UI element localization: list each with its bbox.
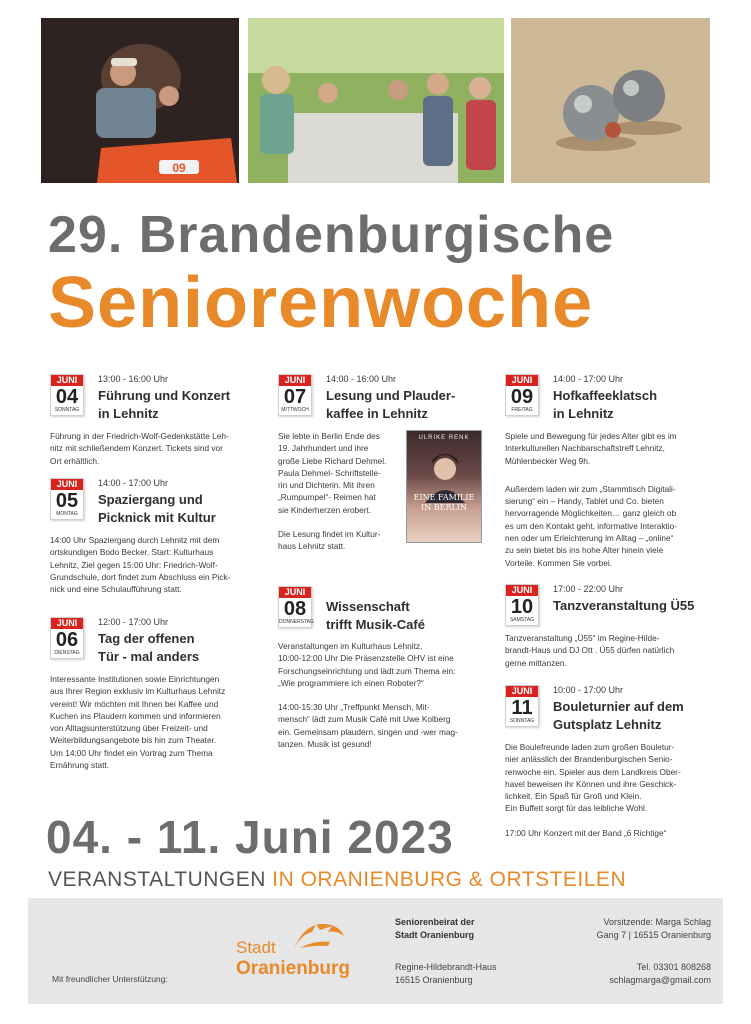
stadt-oranienburg-logo [236,924,356,988]
event-card-11 [505,685,715,850]
event-weekday: MONTAG [56,511,78,517]
calendar-icon: JUNI 08 DONNERSTAG [278,586,312,628]
event-day: 04 [55,386,79,408]
venue-address: Regine-Hildebrandt-Haus 16515 Oranienburg [395,962,497,985]
event-card-04 [50,374,265,474]
phone-email: Tel. 03301 808268 schlagmarga@gmail.com [609,962,711,985]
event-weekday: DIENSTAG [54,650,80,656]
calendar-icon: JUNI 06 DIENSTAG [50,617,84,659]
calendar-icon: JUNI 04 SONNTAG [50,374,84,416]
event-title: Lesung und Plauder- kaffee in Lehnitz [326,388,456,421]
castle-logo-icon [286,918,348,952]
event-weekday: SONNTAG [509,718,535,724]
event-day: 07 [283,386,307,408]
venue-location: IN ORANIENBURG & ORTSTEILEN [272,868,627,891]
event-weekday: SONNTAG [54,407,80,413]
photo-bumper-car-illustration [41,18,239,183]
support-label: Mit freundlicher Unterstützung: [52,974,168,984]
event-title: Tag der offenen Tür - mal anders [98,631,200,664]
calendar-icon: JUNI 07 MITTWOCH [278,374,312,416]
event-description: Interessante Institutionen sowie Einrichtungen aus Ihrer Region exklusiv im Kulturhaus Lehnitz vereint! Wir möchten mit Ihnen bei Kaffee und Kuchen ins Plaudern kommen und informieren von Alltagsunterstützung über Freizeit- und Weiterbildungsangebote bis hin zum Theater. Um 14:00 Uhr findet ein Vortrag zum Thema Ernährung statt. [50,674,226,771]
calendar-icon: JUNI 10 SAMSTAG [505,584,539,626]
venue-prefix: VERANSTALTUNGEN [48,868,266,891]
event-card-10 [505,584,715,674]
event-title: Hofkaffeeklatsch in Lehnitz [553,388,658,421]
event-card-06 [50,617,265,787]
event-day: 08 [283,598,307,620]
event-time: 14:00 - 17:00 Uhr [98,478,169,488]
event-weekday: FREITAG [511,407,533,413]
event-day: 10 [510,596,534,618]
event-description: Veranstaltungen im Kulturhaus Lehnitz, 10:00-12:00 Uhr Die Präsenzstelle OHV ist eine Forschungseinrichtung und lädt zum Thema ein: „Wie programmiere ich einen Roboter?“ 14:00-15:30 Uhr „Treffpunkt Mensch, Mit- mensch“ lädt zum Musik Café mit Uwe Kolberg ein. Gemeinsam plaudern, singen und -wer mag- tanzen. Musik ist gesund! [278,641,458,750]
svg-text:09: 09 [172,161,186,175]
event-weekday: DONNERSTAG [279,619,314,625]
event-card-09 [505,374,715,574]
calendar-icon: JUNI 11 SONNTAG [505,685,539,727]
book-title: EINE FAMILIE IN BERLIN [413,493,475,512]
footer-panel [28,898,723,1004]
event-time: 17:00 - 22:00 Uhr [553,584,624,594]
event-description: Führung in der Friedrich-Wolf-Gedenkstätte Leh- nitz mit schließendem Konzert. Tickets sind vor Ort erhältlich. [50,431,229,466]
organizer-info: Seniorenbeirat der Stadt Oranienburg [395,917,475,940]
poster-title-line2: Seniorenwoche [48,263,594,343]
book-author: ULRIKE RENK [418,435,470,441]
event-card-05 [50,478,265,608]
photo-garden-illustration [248,18,504,183]
event-title: Führung und Konzert in Lehnitz [98,388,231,421]
photo-garden-coffee-party [248,18,504,183]
photo-bumper-car-seniors [41,18,239,183]
event-day: 05 [55,490,79,512]
poster-title-line1: 29. Brandenburgische [48,206,615,264]
event-card-08 [278,586,488,766]
chair-contact: Vorsitzende: Marga Schlag Gang 7 | 16515 Oranienburg [596,917,711,940]
photo-boule-illustration [511,18,710,183]
date-range: 04. - 11. Juni 2023 [46,811,454,863]
event-description: Spiele und Bewegung für jedes Alter gibt es im Interkulturellen Nachbarschaftstreff Lehnitz, Mühlenbecker Weg 9h. Außerdem laden wir zum „Stammtisch Digitali- sierung“ ein – Handy, Tablet und Co. bieten hervorragende Möglichkeiten… ganz gleich ob es um den Kontakt geht, informative Interaktio- nen oder um Erleichterung im Alltag – „online“ zu sein bietet bis ins hohe Alter hinein viele Vorteile. Kommen Sie vorbei. [505,431,678,568]
calendar-icon: JUNI 05 MONTAG [50,478,84,520]
event-description: Tanzveranstaltung „Ü55“ im Regine-Hilde- brandt-Haus und DJ Ott . Ü55 dürfen natürlich gerne mittanzen. [505,633,675,668]
event-day: 06 [55,629,79,651]
event-title: Wissenschaft trifft Musik-Café [326,599,425,632]
event-day: 11 [511,697,533,719]
logo-word-oranienburg: Oranienburg [236,958,351,979]
event-time: 14:00 - 17:00 Uhr [553,374,624,384]
event-description: Die Boulefreunde laden zum großen Bouletur- nier anlässlich der Brandenburgischen Senio- renwoche ein. Spieler aus dem Landkreis Ober- havel beweisen ihr Können und ihre Geschick- lichkeit. Ein Spaß für Groß und Klein. Ein Buffett sorgt für das leibliche Wohl. 17:00 Uhr Konzert mit der Band „6 Richtige“ [505,742,681,838]
venue-line [48,868,626,892]
event-description: 14:00 Uhr Spaziergang durch Lehnitz mit dem ortskundigen Bodo Becker. Start: Kulturhaus Lehnitz, Ziel gegen 15:00 Uhr: Friedrich-Wolf- Grundschule, dort findet zum Abschluss ein Pick- nick und eine Schulaufführung statt. [50,535,231,595]
event-time: 10:00 - 17:00 Uhr [553,685,624,695]
event-title: Spaziergang und Picknick mit Kultur [98,492,216,525]
event-time: 12:00 - 17:00 Uhr [98,617,169,627]
event-time: 13:00 - 16:00 Uhr [98,374,169,384]
event-title: Bouleturnier auf dem Gutsplatz Lehnitz [553,699,684,732]
book-cover-image [406,430,482,543]
event-weekday: MITTWOCH [281,407,309,413]
calendar-icon: JUNI 09 FREITAG [505,374,539,416]
logo-word-stadt: Stadt [236,938,276,957]
event-time: 14:00 - 16:00 Uhr [326,374,397,384]
event-title: Tanzveranstaltung Ü55 [553,598,695,613]
event-day: 09 [510,386,534,408]
email-link[interactable]: schlagmarga@gmail.com [609,975,711,985]
event-description: Sie lebte in Berlin Ende des 19. Jahrhundert und ihre große Liebe Richard Dehmel. Paula Dehmel- Schriftstelle- rin und Dichterin. Mit ihren „Rumpumpel“- Reimen hat sie Kinderherzen erobert. Die Lesung findet im Kultur- haus Lehnitz statt. [278,431,387,552]
photo-boule-balls [511,18,710,183]
event-weekday: SAMSTAG [509,617,535,623]
